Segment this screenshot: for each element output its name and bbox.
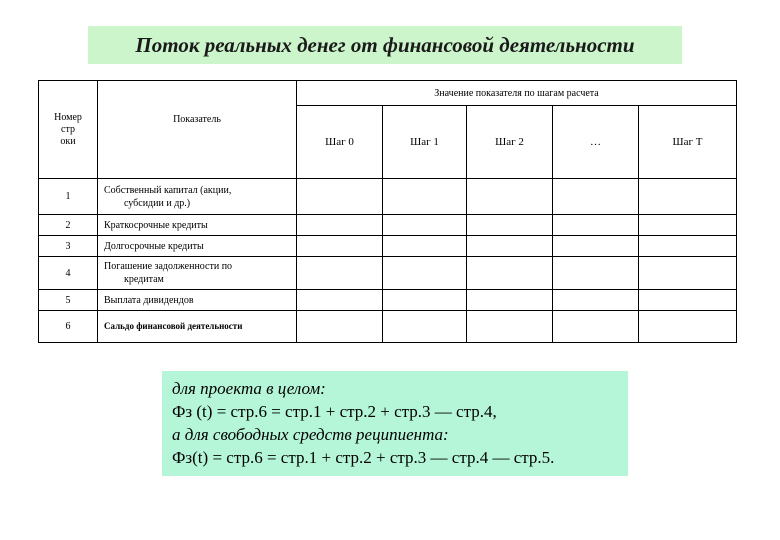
formula-caption-project: для проекта в целом: [172, 379, 326, 398]
value-cell [467, 215, 553, 236]
value-cell [297, 311, 383, 343]
formula-project: Фз (t) = стр.6 = стр.1 + стр.2 + стр.3 — стр.4, [172, 402, 497, 421]
table-row [39, 257, 737, 290]
table-row [39, 236, 737, 257]
value-cell [639, 179, 737, 215]
value-cell [383, 215, 467, 236]
value-cell [467, 311, 553, 343]
value-cell [297, 179, 383, 215]
value-cell [297, 215, 383, 236]
cash-flow-table [38, 80, 737, 343]
row-number: 2 [39, 215, 98, 236]
header-step-ellipsis: … [553, 106, 639, 179]
row-indicator-text: Краткосрочные кредиты [104, 219, 208, 231]
value-cell [383, 311, 467, 343]
value-cell [639, 215, 737, 236]
value-cell [639, 257, 737, 290]
table-row [39, 311, 737, 343]
title-banner [88, 26, 682, 64]
header-step-1: Шаг 1 [383, 106, 467, 179]
value-cell [467, 236, 553, 257]
value-cell [467, 257, 553, 290]
row-indicator-text: Долгосрочные кредиты [104, 240, 204, 252]
header-step-0: Шаг 0 [297, 106, 383, 179]
header-row-number [39, 81, 98, 179]
value-cell [297, 290, 383, 311]
header-indicator: Показатель [98, 81, 297, 179]
row-indicator [98, 311, 297, 343]
header-step-2: Шаг 2 [467, 106, 553, 179]
page-title: Поток реальных денег от финансовой деятельности [135, 32, 635, 57]
value-cell [297, 236, 383, 257]
value-cell [383, 179, 467, 215]
table-row [39, 179, 737, 215]
row-number: 4 [39, 257, 98, 290]
header-number-line1: Номер [54, 111, 82, 123]
value-cell [467, 290, 553, 311]
row-indicator [98, 257, 297, 290]
row-indicator [98, 236, 297, 257]
value-cell [639, 311, 737, 343]
row-indicator [98, 290, 297, 311]
row-indicator-text: Сальдо финансовой деятельности [104, 321, 243, 331]
formula-recipient: Фз(t) = стр.6 = стр.1 + стр.2 + стр.3 — стр.4 — стр.5. [172, 448, 555, 467]
header-step-values: Значение показателя по шагам расчета [297, 81, 737, 106]
value-cell [467, 179, 553, 215]
value-cell [639, 290, 737, 311]
table-row [39, 215, 737, 236]
value-cell [553, 290, 639, 311]
value-cell [297, 257, 383, 290]
row-number: 5 [39, 290, 98, 311]
value-cell [383, 257, 467, 290]
value-cell [639, 236, 737, 257]
value-cell [383, 236, 467, 257]
row-indicator-text: Собственный капитал (акции, [104, 184, 232, 196]
row-indicator [98, 179, 297, 215]
row-indicator-text: Погашение задолженности по [104, 261, 233, 272]
table-row [39, 290, 737, 311]
header-number-line3: оки [60, 135, 76, 147]
row-number: 1 [39, 179, 98, 215]
header-number-line2: стр [61, 123, 75, 135]
value-cell [553, 215, 639, 236]
value-cell [553, 311, 639, 343]
formula-caption-recipient: а для свободных средств реципиента: [172, 425, 449, 444]
formula-box [162, 371, 628, 476]
row-indicator-text-cont: кредитам [124, 274, 164, 285]
value-cell [553, 179, 639, 215]
value-cell [553, 236, 639, 257]
value-cell [553, 257, 639, 290]
table-header-row [39, 81, 737, 106]
header-step-t: Шаг Т [639, 106, 737, 179]
row-number: 3 [39, 236, 98, 257]
row-indicator [98, 215, 297, 236]
row-indicator-text: Выплата дивидендов [104, 294, 194, 306]
row-number: 6 [39, 311, 98, 343]
value-cell [383, 290, 467, 311]
row-indicator-text-cont: субсидии и др.) [124, 197, 191, 209]
